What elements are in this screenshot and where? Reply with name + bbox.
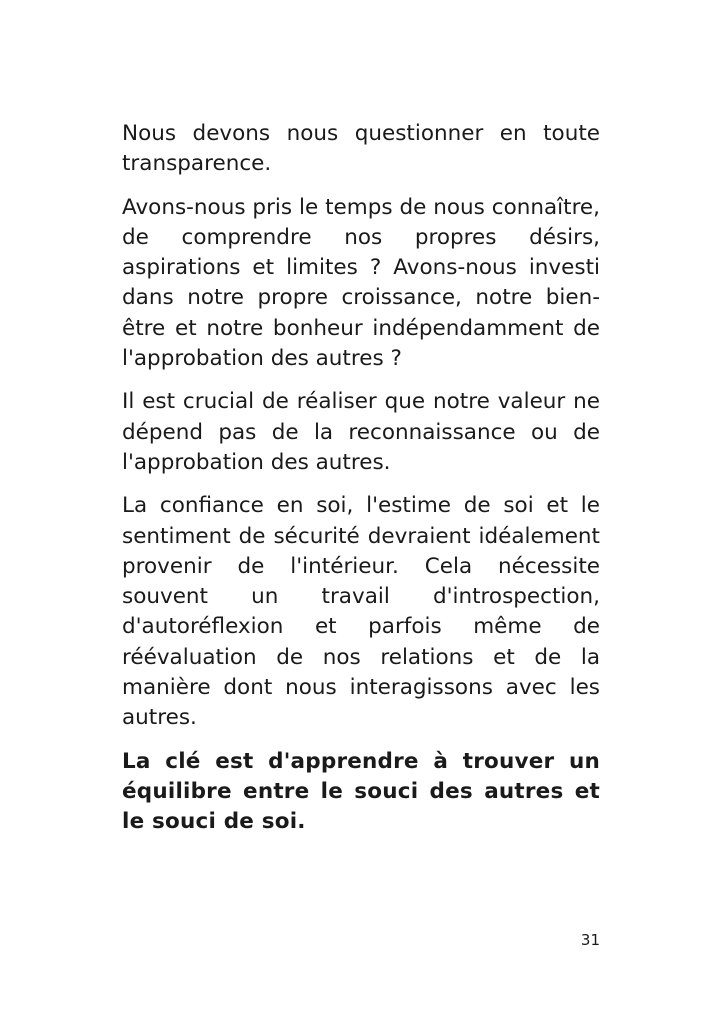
paragraph-valeur: Il est crucial de réaliser que notre valeur ne dépend pas de la reconnaissance ou de l'approbation des autres. [122,389,600,475]
paragraph-conclusion: La clé est d'apprendre à trouver un équilibre entre le souci des autres et le souci de soi. [122,748,600,835]
page-number: 31 [580,931,600,949]
paragraph-avons-nous: Avons-nous pris le temps de nous connaître, de comprendre nos propres désirs, aspirations et limites ? Avons-nous investi dans notre propre croissance, notre bien-être et notre bonheur indépendamment de l'approbation des autres ? [122,194,600,372]
page-body [122,119,600,851]
paragraph-questionner: Nous devons nous questionner en toute transparence. [122,121,600,177]
paragraph-confiance: La confiance en soi, l'estime de soi et le sentiment de sécurité devraient idéalement provenir de l'intérieur. Cela nécessite souvent un travail d'introspection, d'autoréflexion et parfois même de réévaluation de nos relations et de la manière dont nous interagissons avec les autres. [122,493,600,731]
